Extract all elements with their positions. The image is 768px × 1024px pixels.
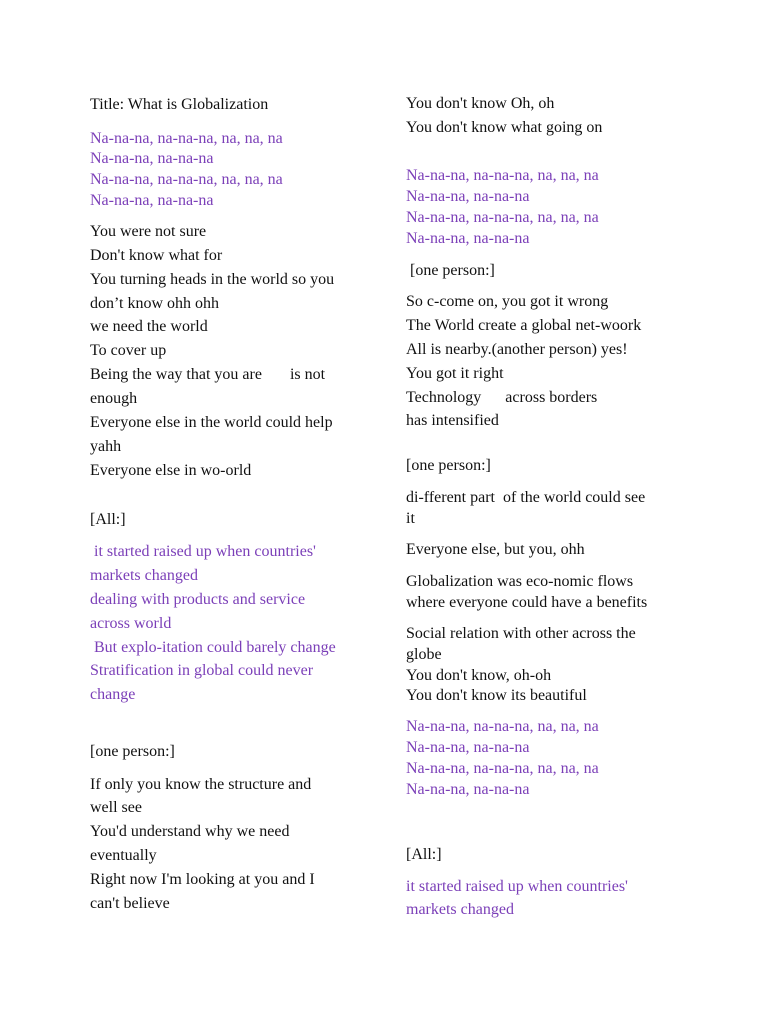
lyric-line: [All:]	[90, 511, 126, 528]
lyric-line: [All:]	[406, 846, 442, 863]
chorus-line: dealing with products and service	[90, 591, 306, 608]
lyric-line: Being the way that you are is not	[90, 366, 326, 383]
lyric-line: we need the world	[90, 318, 208, 335]
chorus-line: Na-na-na, na-na-na	[406, 230, 530, 247]
lyric-line: All is nearby.(another person) yes!	[406, 341, 628, 358]
lyric-line: [one person:]	[406, 262, 495, 279]
lyric-line: Everyone else in the world could help	[90, 414, 333, 431]
chorus-line: Na-na-na, na-na-na, na, na, na	[406, 760, 599, 777]
lyric-line: has intensified	[406, 412, 499, 429]
lyric-line: You got it right	[406, 365, 504, 382]
lyric-line: Technology across borders	[406, 389, 598, 406]
lyric-line: globe	[406, 646, 442, 663]
lyric-line: You don't know Oh, oh	[406, 95, 555, 112]
lyric-line: Everyone else, but you, ohh	[406, 541, 585, 558]
lyric-line: You'd understand why we need	[90, 823, 290, 840]
lyric-line: enough	[90, 390, 138, 407]
chorus-line: it started raised up when countries'	[406, 878, 628, 895]
lyric-line: Globalization was eco-nomic flows	[406, 573, 634, 590]
lyric-line: So c-come on, you got it wrong	[406, 293, 609, 310]
chorus-line: Na-na-na, na-na-na, na, na, na	[90, 130, 283, 147]
lyric-line: well see	[90, 799, 142, 816]
chorus-line: Na-na-na, na-na-na	[406, 781, 530, 798]
lyric-line: You don't know what going on	[406, 119, 603, 136]
lyric-line: Social relation with other across the	[406, 625, 636, 642]
lyric-line: You don't know its beautiful	[406, 687, 587, 704]
chorus-line: Na-na-na, na-na-na, na, na, na	[90, 171, 283, 188]
chorus-line: Na-na-na, na-na-na	[90, 150, 214, 167]
chorus-line: Na-na-na, na-na-na, na, na, na	[406, 718, 599, 735]
chorus-line: Na-na-na, na-na-na	[90, 192, 214, 209]
lyric-line: The World create a global net-woork	[406, 317, 642, 334]
chorus-line: across world	[90, 615, 172, 632]
chorus-line: markets changed	[406, 901, 514, 918]
lyric-line: Title: What is Globalization	[90, 96, 269, 113]
chorus-line: Na-na-na, na-na-na	[406, 188, 530, 205]
lyric-line: [one person:]	[90, 743, 175, 760]
lyric-line: where everyone could have a benefits	[406, 594, 648, 611]
lyric-line: If only you know the structure and	[90, 776, 312, 793]
lyric-line: Right now I'm looking at you and I	[90, 871, 315, 888]
lyric-line: You turning heads in the world so you	[90, 271, 335, 288]
lyric-line: it	[406, 510, 415, 527]
lyric-line: You were not sure	[90, 223, 207, 240]
lyric-line: yahh	[90, 438, 122, 455]
lyric-line: di-fferent part of the world could see	[406, 489, 646, 506]
chorus-line: Na-na-na, na-na-na, na, na, na	[406, 167, 599, 184]
chorus-line: markets changed	[90, 567, 198, 584]
chorus-line: Na-na-na, na-na-na	[406, 739, 530, 756]
chorus-line: But explo-itation could barely change	[90, 639, 336, 656]
lyric-line: eventually	[90, 847, 157, 864]
lyric-line: Everyone else in wo-orld	[90, 462, 252, 479]
lyric-line: can't believe	[90, 895, 170, 912]
lyric-line: Don't know what for	[90, 247, 223, 264]
lyric-line: [one person:]	[406, 457, 491, 474]
chorus-line: Na-na-na, na-na-na, na, na, na	[406, 209, 599, 226]
chorus-line: it started raised up when countries'	[90, 543, 316, 560]
chorus-line: Stratification in global could never	[90, 662, 314, 679]
lyric-line: don’t know ohh ohh	[90, 295, 220, 312]
lyric-line: You don't know, oh-oh	[406, 667, 552, 684]
chorus-line: change	[90, 686, 136, 703]
lyric-line: To cover up	[90, 342, 167, 359]
